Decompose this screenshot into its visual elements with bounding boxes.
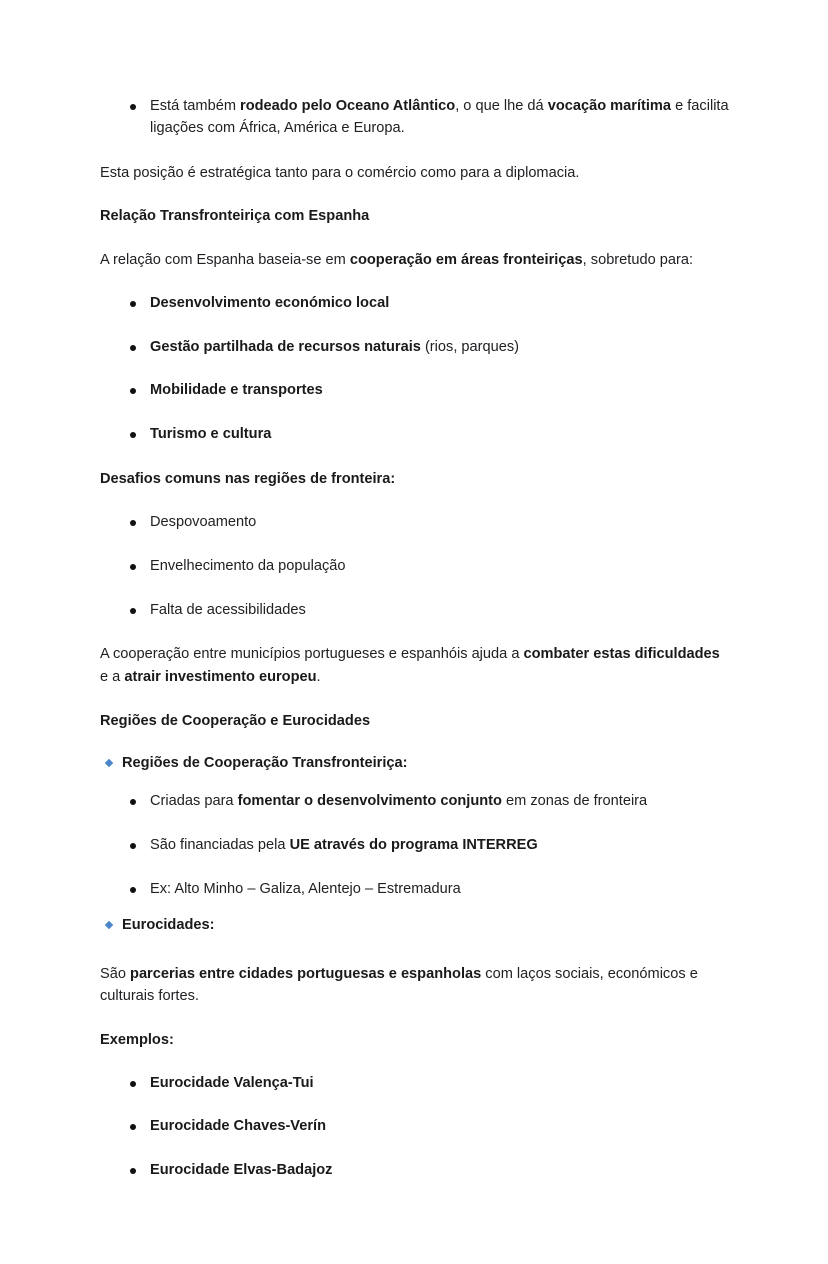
text-run: A relação com Espanha baseia-se em bbox=[100, 252, 350, 268]
text-run-bold: Eurocidade Elvas-Badajoz bbox=[150, 1162, 333, 1179]
block-spacer bbox=[100, 698, 730, 710]
block-spacer bbox=[100, 741, 730, 753]
list-item bbox=[100, 600, 730, 622]
text-run: com laços sociais, económicos e culturais fortes. bbox=[100, 965, 698, 1005]
list-item bbox=[122, 879, 730, 901]
list-item bbox=[100, 512, 730, 534]
text-run-bold: Eurocidade Valença-Tui bbox=[150, 1074, 314, 1091]
list-item bbox=[100, 293, 730, 315]
text-run-bold: Turismo e cultura bbox=[150, 426, 272, 443]
text-run: Despovoamento bbox=[150, 513, 257, 530]
text-run: e a bbox=[100, 669, 125, 686]
text-run-bold: vocação marítima bbox=[547, 98, 672, 114]
list-item bbox=[100, 424, 730, 446]
text-run: Está também bbox=[150, 98, 241, 114]
list-item bbox=[100, 1073, 730, 1095]
diamond-item-label: Eurocidades: bbox=[122, 916, 215, 933]
list-item bbox=[122, 835, 730, 857]
bullet-list bbox=[100, 96, 730, 140]
text-run-bold: parcerias entre cidades portuguesas e espanholas bbox=[130, 965, 482, 982]
section-heading: Regiões de Cooperação e Eurocidades bbox=[100, 712, 371, 729]
block-spacer bbox=[100, 1061, 730, 1073]
diamond-list-item bbox=[100, 753, 730, 901]
paragraph bbox=[100, 643, 730, 688]
text-run: São financiadas pela bbox=[150, 837, 290, 854]
text-run-bold: rodeado pelo Oceano Atlântico bbox=[240, 98, 456, 114]
section-heading: Exemplos: bbox=[100, 1031, 174, 1048]
text-run: , o que lhe dá bbox=[455, 98, 548, 114]
document-content bbox=[100, 96, 730, 1182]
text-run: Esta posição é estratégica tanto para o comércio como para a diplomacia. bbox=[100, 164, 580, 181]
text-run: São bbox=[100, 965, 131, 982]
list-item bbox=[100, 1160, 730, 1182]
text-run: A cooperação entre municípios portugueses e espanhóis ajuda a bbox=[100, 646, 524, 663]
section-heading: Relação Transfronteiriça com Espanha bbox=[100, 208, 370, 225]
section-heading: Desafios comuns nas regiões de fronteira: bbox=[100, 471, 396, 488]
list-item bbox=[100, 337, 730, 359]
list-item bbox=[100, 380, 730, 402]
block-spacer bbox=[100, 281, 730, 293]
text-run: Falta de acessibilidades bbox=[150, 601, 306, 618]
list-item bbox=[100, 1116, 730, 1138]
paragraph bbox=[100, 249, 730, 272]
list-item bbox=[122, 791, 730, 813]
text-run: Criadas para bbox=[150, 793, 238, 810]
nested-bullet-list bbox=[122, 791, 730, 901]
text-run-bold: Mobilidade e transportes bbox=[150, 382, 323, 399]
block-spacer bbox=[100, 951, 730, 963]
text-run: Ex: Alto Minho – Galiza, Alentejo – Estremadura bbox=[150, 880, 461, 897]
diamond-item-label: Regiões de Cooperação Transfronteiriça: bbox=[122, 755, 408, 772]
text-run: Envelhecimento da população bbox=[150, 557, 346, 574]
text-run-bold: Eurocidade Chaves-Verín bbox=[150, 1118, 327, 1135]
bullet-list bbox=[100, 512, 730, 622]
text-run: (rios, parques) bbox=[420, 338, 520, 355]
list-item bbox=[100, 96, 730, 140]
text-run: em zonas de fronteira bbox=[501, 793, 648, 810]
text-run: . bbox=[316, 669, 321, 686]
list-item bbox=[100, 556, 730, 578]
text-run: e facilita ligações com África, América e Europa. bbox=[150, 98, 729, 136]
text-run-bold: fomentar o desenvolvimento conjunto bbox=[237, 793, 502, 810]
block-spacer bbox=[100, 500, 730, 512]
block-spacer bbox=[100, 193, 730, 205]
paragraph bbox=[100, 162, 730, 185]
text-run-bold: Gestão partilhada de recursos naturais bbox=[150, 338, 421, 355]
bullet-list bbox=[100, 1073, 730, 1183]
text-run-bold: Desenvolvimento económico local bbox=[150, 294, 390, 311]
bullet-list bbox=[100, 293, 730, 447]
text-run: , sobretudo para: bbox=[582, 252, 694, 268]
diamond-list-item bbox=[100, 915, 730, 937]
diamond-list bbox=[100, 753, 730, 936]
text-run-bold: combater estas dificuldades bbox=[523, 646, 720, 663]
paragraph bbox=[100, 963, 730, 1008]
block-spacer bbox=[100, 1017, 730, 1029]
text-run-bold: cooperação em áreas fronteiriças bbox=[349, 252, 583, 268]
text-run-bold: atrair investimento europeu bbox=[124, 669, 317, 686]
text-run-bold: UE através do programa INTERREG bbox=[289, 837, 538, 854]
block-spacer bbox=[100, 237, 730, 249]
